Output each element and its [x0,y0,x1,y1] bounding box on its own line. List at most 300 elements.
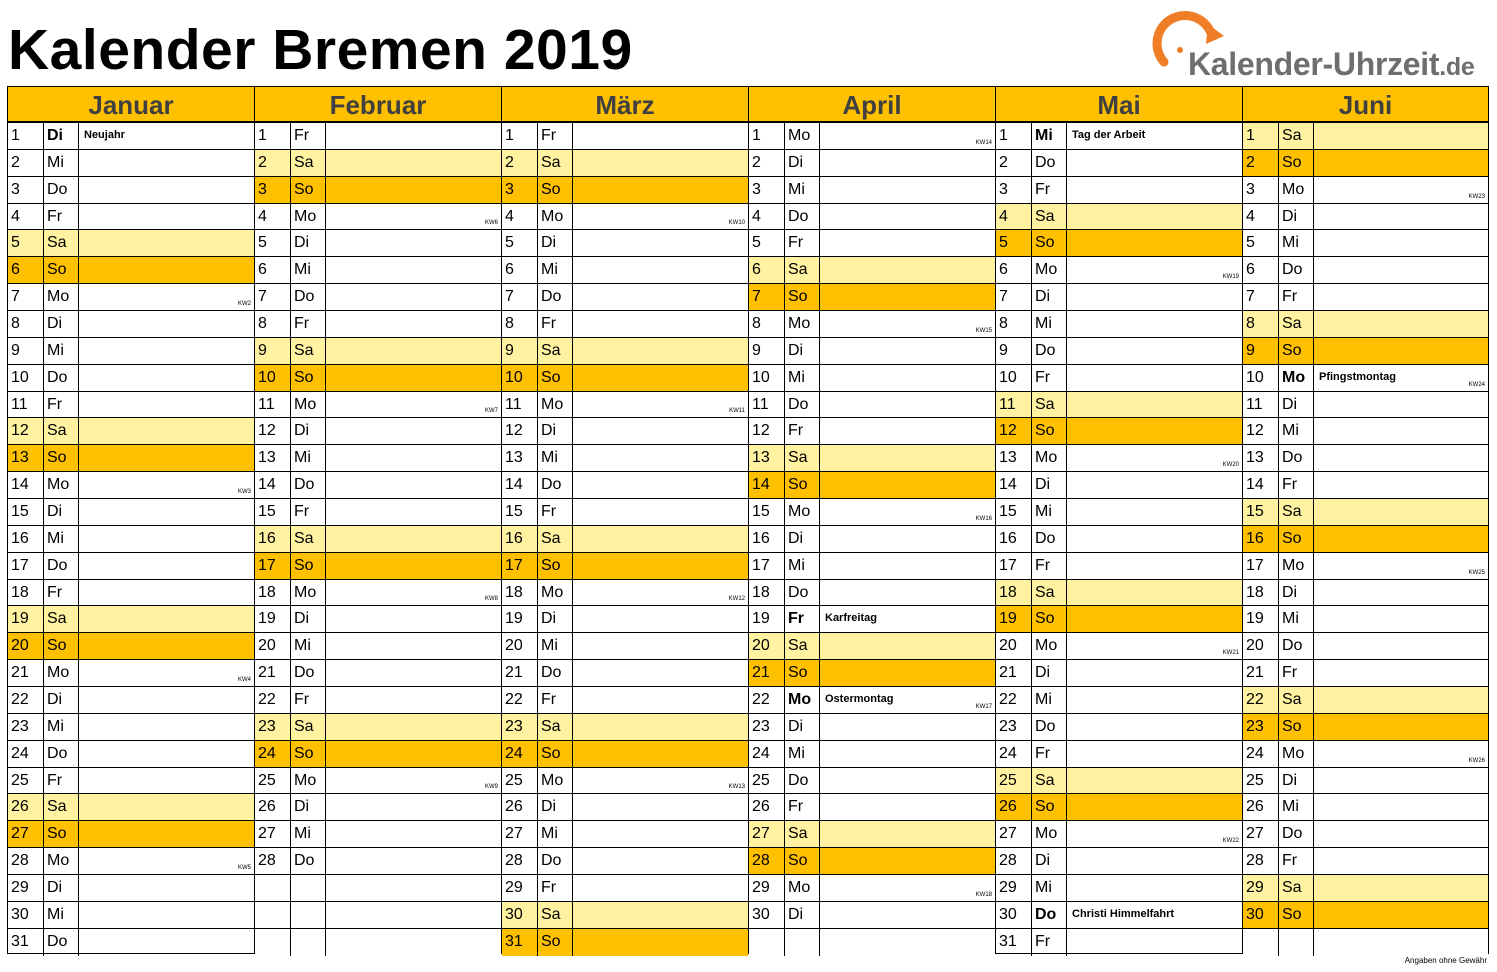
event-cell [573,284,748,310]
day-row[interactable] [749,633,995,660]
weekday: Do [538,660,573,686]
day-row[interactable] [502,150,748,177]
day-row[interactable] [996,230,1242,257]
day-number: 11 [255,392,291,418]
weekday: Sa [538,526,573,552]
day-row[interactable] [1243,499,1488,526]
day-number: 29 [1243,875,1279,901]
day-row[interactable] [1243,338,1488,365]
day-row[interactable] [502,929,748,956]
event-cell [573,606,748,632]
day-row[interactable] [1243,177,1488,204]
day-number: 22 [996,687,1032,713]
day-row[interactable] [996,794,1242,821]
weekday: Mi [538,821,573,847]
day-row[interactable] [749,499,995,526]
day-number: 23 [996,714,1032,740]
week-number: KW21 [1222,650,1239,657]
day-row[interactable] [255,472,501,499]
day-number: 5 [8,230,44,256]
weekday: Mi [1032,875,1067,901]
day-row[interactable] [749,768,995,795]
event-cell [1314,633,1488,659]
day-row[interactable] [502,311,748,338]
day-row[interactable] [8,230,254,257]
weekday: Sa [291,150,326,176]
day-number: 17 [749,553,785,579]
day-row[interactable] [996,311,1242,338]
day-row[interactable] [255,794,501,821]
event-cell [1067,794,1242,820]
day-row[interactable] [749,526,995,553]
weekday: Sa [44,606,79,632]
day-row[interactable] [8,848,254,875]
weekday: Sa [538,714,573,740]
weekday: So [44,633,79,659]
day-row[interactable] [255,311,501,338]
day-row[interactable] [502,633,748,660]
day-row[interactable] [1243,418,1488,445]
day-row[interactable] [8,553,254,580]
weekday: Sa [1279,875,1314,901]
day-row[interactable] [8,311,254,338]
day-row[interactable] [255,848,501,875]
weekday: So [538,741,573,767]
weekday: Sa [1279,123,1314,149]
weekday: Do [1032,902,1067,928]
day-row[interactable] [8,526,254,553]
day-row[interactable] [255,768,501,795]
day-row[interactable] [8,150,254,177]
day-row[interactable] [996,875,1242,902]
day-number: 2 [996,150,1032,176]
day-row[interactable] [502,741,748,768]
weekday: Di [538,230,573,256]
event-cell [820,875,995,901]
event-cell [79,472,254,498]
weekday: Fr [1279,472,1314,498]
weekday: Di [785,526,820,552]
day-row[interactable] [502,365,748,392]
day-row[interactable] [8,794,254,821]
day-number: 13 [749,445,785,471]
day-row[interactable] [8,257,254,284]
day-row[interactable] [255,687,501,714]
day-row[interactable] [749,929,995,956]
day-row[interactable] [8,606,254,633]
weekday: So [1032,230,1067,256]
weekday: Mo [291,204,326,230]
day-row[interactable] [502,472,748,499]
day-number: 9 [1243,338,1279,364]
event-cell [79,768,254,794]
event-cell [820,902,995,928]
day-row[interactable] [1243,150,1488,177]
event-cell [1314,311,1488,337]
day-row[interactable] [996,472,1242,499]
day-row[interactable] [996,606,1242,633]
day-row[interactable] [1243,768,1488,795]
day-row[interactable] [749,392,995,419]
event-cell [1314,848,1488,874]
day-number: 19 [8,606,44,632]
day-row[interactable] [502,875,748,902]
day-row[interactable] [996,821,1242,848]
day-row[interactable] [996,204,1242,231]
event-cell [573,230,748,256]
event-cell [326,714,501,740]
week-number: KW4 [237,677,251,684]
day-row[interactable] [749,687,995,714]
day-row[interactable] [749,794,995,821]
day-row[interactable] [255,606,501,633]
day-row[interactable] [1243,633,1488,660]
day-row[interactable] [749,902,995,929]
day-row[interactable] [502,257,748,284]
day-row[interactable] [255,821,501,848]
day-row[interactable] [255,499,501,526]
day-row[interactable] [8,365,254,392]
day-row[interactable] [8,633,254,660]
day-row[interactable] [1243,848,1488,875]
weekday: So [291,553,326,579]
day-row[interactable] [1243,445,1488,472]
day-row[interactable] [1243,123,1488,150]
day-row[interactable] [749,553,995,580]
month-header: April [749,87,995,123]
day-row[interactable] [1243,821,1488,848]
day-row[interactable] [996,848,1242,875]
day-row[interactable] [255,633,501,660]
day-row[interactable] [749,150,995,177]
day-row[interactable] [996,687,1242,714]
day-number: 6 [1243,257,1279,283]
event-cell [573,418,748,444]
weekday: Fr [291,311,326,337]
day-row[interactable] [749,365,995,392]
day-row[interactable] [1243,875,1488,902]
weekday [291,875,326,901]
day-row[interactable] [996,257,1242,284]
day-row[interactable] [8,687,254,714]
day-number: 1 [255,123,291,149]
day-row[interactable] [996,768,1242,795]
weekday: Mi [44,338,79,364]
day-row[interactable] [996,633,1242,660]
day-row[interactable] [996,365,1242,392]
day-row[interactable] [1243,714,1488,741]
day-row[interactable] [502,606,748,633]
day-row[interactable] [8,580,254,607]
event-cell [79,848,254,874]
day-row[interactable] [1243,741,1488,768]
day-row[interactable] [255,445,501,472]
day-number: 5 [255,230,291,256]
day-row[interactable] [255,741,501,768]
day-number: 7 [749,284,785,310]
event-cell [1314,365,1488,391]
event-cell [326,150,501,176]
event-cell [79,365,254,391]
event-cell [326,821,501,847]
day-row[interactable] [996,123,1242,150]
day-row[interactable] [8,714,254,741]
day-row[interactable] [996,418,1242,445]
day-row[interactable] [8,418,254,445]
day-number: 19 [255,606,291,632]
day-number: 2 [8,150,44,176]
day-row[interactable] [996,150,1242,177]
day-row[interactable] [749,848,995,875]
day-row[interactable] [8,741,254,768]
day-number: 17 [1243,553,1279,579]
day-row[interactable] [502,230,748,257]
day-row[interactable] [8,284,254,311]
event-cell [573,821,748,847]
weekday: Sa [1032,392,1067,418]
day-row[interactable] [255,365,501,392]
day-row[interactable] [1243,472,1488,499]
day-row[interactable] [1243,606,1488,633]
event-cell [573,311,748,337]
weekday: So [1279,150,1314,176]
day-number: 17 [255,553,291,579]
weekday: Do [291,472,326,498]
day-row[interactable] [996,445,1242,472]
week-number: KW7 [484,408,498,415]
day-row[interactable] [8,392,254,419]
day-row[interactable] [996,338,1242,365]
day-row[interactable] [749,741,995,768]
day-row[interactable] [255,123,501,150]
day-row[interactable] [749,821,995,848]
event-cell [820,392,995,418]
site-logo[interactable] [1150,10,1490,85]
day-row[interactable] [749,284,995,311]
day-row[interactable] [502,526,748,553]
day-row[interactable] [749,338,995,365]
day-row[interactable] [255,875,501,902]
day-row[interactable] [749,311,995,338]
day-row[interactable] [8,445,254,472]
day-row[interactable] [749,714,995,741]
day-row[interactable] [8,768,254,795]
day-row[interactable] [502,794,748,821]
day-row[interactable] [255,150,501,177]
day-number: 5 [1243,230,1279,256]
day-row[interactable] [502,445,748,472]
day-row[interactable] [749,204,995,231]
day-row[interactable] [255,929,501,956]
day-row[interactable] [255,230,501,257]
weekday: Mi [44,526,79,552]
day-row[interactable] [255,257,501,284]
day-row[interactable] [502,848,748,875]
day-number: 24 [996,741,1032,767]
day-row[interactable] [1243,660,1488,687]
day-row[interactable] [996,392,1242,419]
day-row[interactable] [502,553,748,580]
day-row[interactable] [502,338,748,365]
day-number: 30 [8,902,44,928]
day-row[interactable] [502,580,748,607]
day-row[interactable] [502,204,748,231]
weekday: So [1032,794,1067,820]
weekday: Mi [1279,606,1314,632]
day-row[interactable] [1243,257,1488,284]
weekday: Mi [1279,230,1314,256]
event-cell [326,929,501,956]
day-number: 26 [749,794,785,820]
day-row[interactable] [8,123,254,150]
day-row[interactable] [996,714,1242,741]
day-number: 16 [255,526,291,552]
day-row[interactable] [502,177,748,204]
day-row[interactable] [502,714,748,741]
day-row[interactable] [255,553,501,580]
day-row[interactable] [749,418,995,445]
event-cell [79,714,254,740]
weekday: Do [785,204,820,230]
day-row[interactable] [749,123,995,150]
day-number: 23 [8,714,44,740]
day-row[interactable] [255,526,501,553]
day-row[interactable] [1243,580,1488,607]
weekday: Mi [291,445,326,471]
day-row[interactable] [996,553,1242,580]
day-number: 5 [502,230,538,256]
day-row[interactable] [255,418,501,445]
day-row[interactable] [255,204,501,231]
day-row[interactable] [502,418,748,445]
day-row[interactable] [1243,553,1488,580]
day-number: 18 [255,580,291,606]
event-cell [820,848,995,874]
day-row[interactable] [255,177,501,204]
day-row[interactable] [749,445,995,472]
week-number: KW12 [728,596,745,603]
day-row[interactable] [749,230,995,257]
day-number: 13 [8,445,44,471]
day-row[interactable] [255,580,501,607]
day-row[interactable] [749,580,995,607]
day-row[interactable] [749,660,995,687]
day-number: 15 [1243,499,1279,525]
day-number: 26 [255,794,291,820]
weekday: Mo [785,123,820,149]
day-row[interactable] [1243,230,1488,257]
weekday: Di [1279,580,1314,606]
day-row[interactable] [8,660,254,687]
weekday: Do [1032,714,1067,740]
day-number [1243,929,1279,956]
day-row[interactable] [8,875,254,902]
day-row[interactable] [255,902,501,929]
day-row[interactable] [749,257,995,284]
event-cell [573,257,748,283]
day-row[interactable] [1243,929,1488,956]
day-row[interactable] [8,499,254,526]
day-row[interactable] [502,821,748,848]
day-row[interactable] [502,660,748,687]
day-row[interactable] [996,929,1242,956]
day-row[interactable] [8,204,254,231]
day-row[interactable] [502,499,748,526]
day-row[interactable] [1243,794,1488,821]
weekday: Fr [291,499,326,525]
day-row[interactable] [502,392,748,419]
weekday: Sa [785,257,820,283]
day-row[interactable] [1243,311,1488,338]
day-number: 17 [8,553,44,579]
event-cell [326,580,501,606]
day-number: 10 [749,365,785,391]
day-row[interactable] [1243,365,1488,392]
weekday: Di [44,499,79,525]
weekday: Di [1279,768,1314,794]
day-row[interactable] [749,875,995,902]
day-row[interactable] [8,821,254,848]
day-row[interactable] [1243,687,1488,714]
day-row[interactable] [8,177,254,204]
day-row[interactable] [255,714,501,741]
day-number: 6 [749,257,785,283]
day-row[interactable] [1243,204,1488,231]
day-row[interactable] [255,660,501,687]
day-row[interactable] [996,284,1242,311]
day-row[interactable] [749,606,995,633]
day-row[interactable] [255,392,501,419]
day-row[interactable] [8,472,254,499]
day-row[interactable] [1243,392,1488,419]
day-row[interactable] [502,687,748,714]
event-cell [1067,257,1242,283]
day-number: 6 [8,257,44,283]
day-row[interactable] [996,580,1242,607]
day-row[interactable] [996,660,1242,687]
day-row[interactable] [255,284,501,311]
day-row[interactable] [1243,902,1488,929]
day-row[interactable] [1243,526,1488,553]
day-row[interactable] [502,284,748,311]
day-row[interactable] [8,902,254,929]
weekday: Do [44,929,79,956]
weekday: Mo [1032,633,1067,659]
day-number: 18 [502,580,538,606]
day-row[interactable] [996,526,1242,553]
day-row[interactable] [749,177,995,204]
day-row[interactable] [996,499,1242,526]
day-row[interactable] [8,338,254,365]
day-row[interactable] [502,123,748,150]
event-cell [1314,150,1488,176]
week-number: KW5 [237,865,251,872]
weekday: Fr [538,311,573,337]
day-row[interactable] [255,338,501,365]
day-row[interactable] [8,929,254,956]
weekday: Mi [785,553,820,579]
day-row[interactable] [502,768,748,795]
day-number: 8 [8,311,44,337]
day-row[interactable] [996,741,1242,768]
weekday: Mo [291,392,326,418]
day-row[interactable] [749,472,995,499]
day-row[interactable] [502,902,748,929]
week-number: KW19 [1222,274,1239,281]
day-row[interactable] [996,177,1242,204]
day-row[interactable] [996,902,1242,929]
day-row[interactable] [1243,284,1488,311]
